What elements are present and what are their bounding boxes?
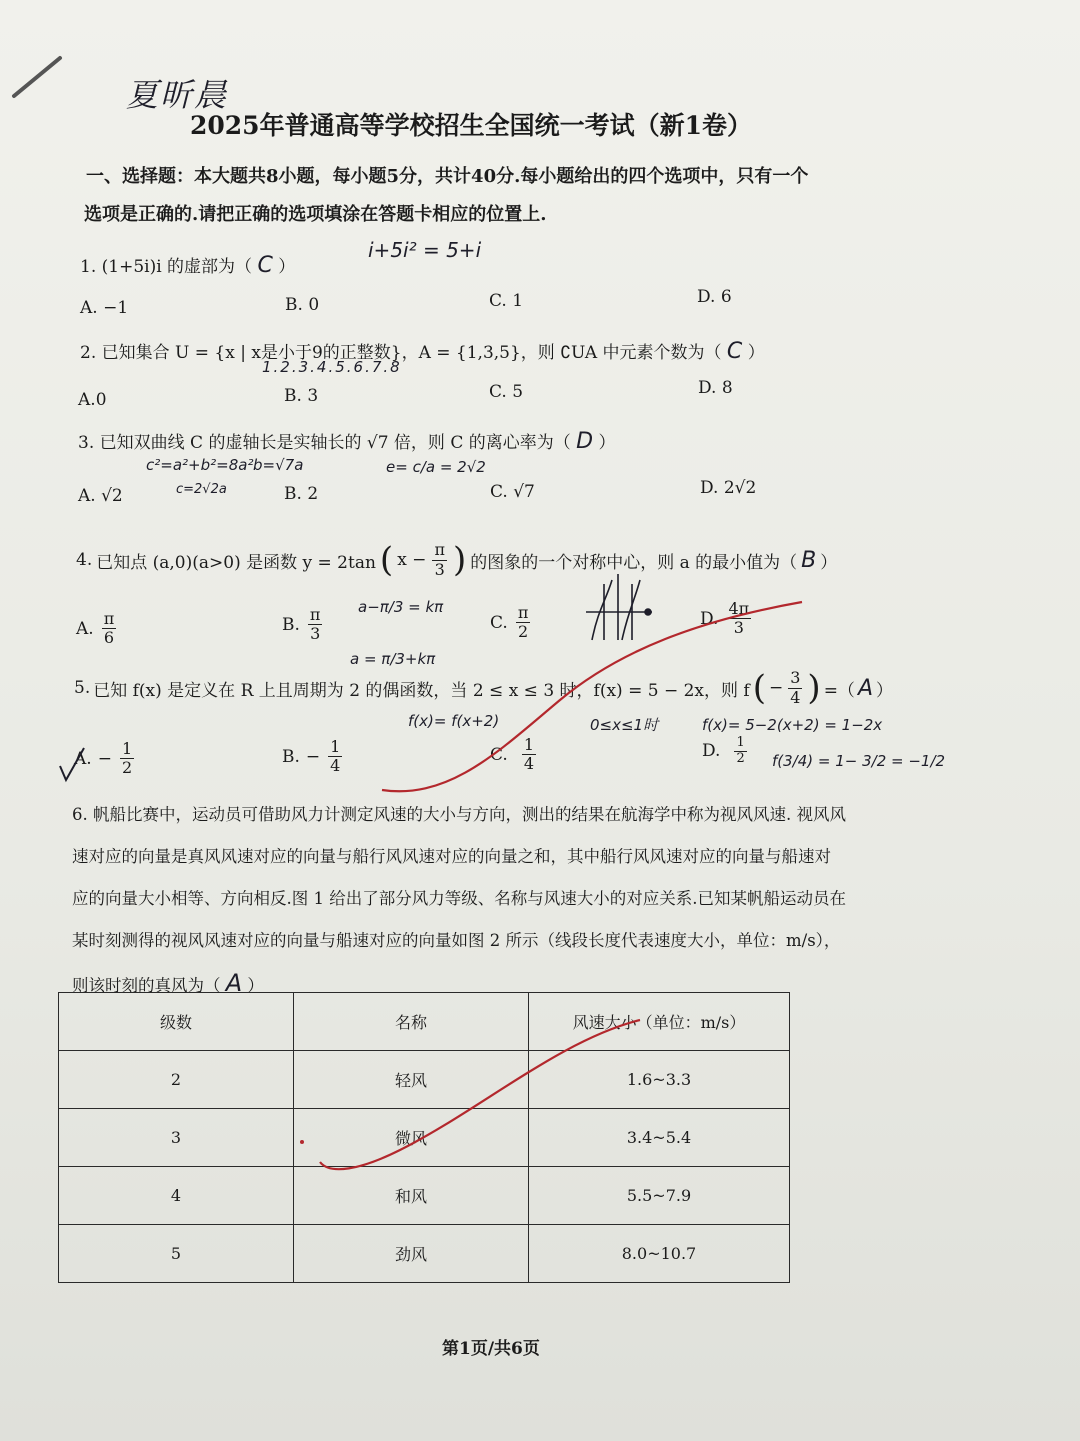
handwritten-work: a−π/3 = kπ [358,598,444,616]
table-cell: 4 [59,1167,294,1225]
question-number: 3. [78,433,95,453]
option-c: C. 5 [489,382,524,402]
paren-left: ( [379,540,394,580]
table-header: 风速大小（单位：m/s） [529,993,790,1051]
option-b: B. 3 [284,386,319,406]
table-cell: 轻风 [294,1051,529,1109]
handwritten-answer: C [726,339,743,364]
pencil-stroke [14,58,60,96]
option-b: B. − $\frac{1}{4}$ [282,737,341,776]
question-6-line: 应的向量大小相等、方向相反.图 1 给出了部分风力等级、名称与风速大小的对应关系.已知某帆船运动员在 [72,889,846,908]
exam-title: 2025年普通高等学校招生全国统一考试（新1卷） [190,111,752,140]
question-number: 2. [80,343,97,363]
option-a: A. √2 [78,486,123,506]
option-c: C. 1 [489,291,524,311]
question-stem: 已知双曲线 C 的虚轴长是实轴长的 √7 倍，则 C 的离心率为（ [99,433,571,453]
question-4: 4. 已知点 (a,0)(a>0) 是函数 y = 2tan ( x − $\frac{\pi}{3}$ ) 的图象的一个对称中心，则 a 的最小值为（ B ） [76,540,838,580]
question-6-line: 速对应的向量是真风风速对应的向量与船行风风速对应的向量之和，其中船行风风速对应的向量与船速对 [72,847,831,866]
question-number: 4. [76,550,93,570]
table-cell: 劲风 [294,1225,529,1283]
table-cell: 5.5~7.9 [529,1167,790,1225]
option-c: C. $\frac{\pi}{2}$ [490,603,529,642]
question-2 [80,338,765,364]
handwritten-work: f(x)= f(x+2) [408,712,500,730]
option-d: D. $\frac{4\pi}{3}$ [700,599,750,638]
question-stem: 已知集合 U = {x | x是小于9的正整数}，A = {1,3,5}，则 ∁UA 中元素个数为（ [101,343,722,363]
handwritten-work: 0≤x≤1时 [590,716,659,734]
question-stem-close: ） [278,257,296,277]
table-header: 级数 [59,993,294,1051]
tan-graph-sketch [586,574,652,640]
handwritten-work: b=√7a [253,456,304,474]
table-cell: 5 [59,1225,294,1283]
handwritten-work: f(3/4) = 1− 3/2 = −1/2 [772,752,946,770]
handwritten-answer: A [857,675,873,701]
fraction: $\frac{\pi}{3}$ [434,540,445,579]
question-5: 5. 已知 f(x) 是定义在 R 上且周期为 2 的偶函数，当 2 ≤ x ≤ 3 时，f(x) = 5 − 2x，则 f ( − $\frac{3}{4}$ ) =（ A ） [74,668,893,708]
option-b: B. 0 [285,295,320,315]
option-d: D. 8 [698,378,733,398]
handwritten-work: e= c/a = 2√2 [386,458,486,476]
handwritten-answer: B [801,547,817,573]
table-row [59,1225,790,1283]
question-3 [78,428,616,454]
question-stem: 已知 f(x) 是定义在 R 上且周期为 2 的偶函数，当 2 ≤ x ≤ 3 时，f(x) = 5 − 2x，则 f [93,680,750,701]
question-6-line: 某时刻测得的视风风速对应的向量与船速对应的向量如图 2 所示（线段长度代表速度大小，单位：m/s）， [72,931,841,950]
table-row [59,1167,790,1225]
wind-scale-table [58,992,790,1283]
question-stem: (1+5i)i 的虚部为（ [101,257,253,277]
handwritten-work: 1.2.3.4.5.6.7.8 [262,358,402,376]
option-a: A. − $\frac{1}{2}$ [74,739,133,778]
question-stem: 的图象的一个对称中心，则 a 的最小值为（ [470,552,798,573]
handwritten-work: i+5i² = 5+i [368,238,482,262]
page-number: 第1页/共6页 [442,1339,540,1359]
math-x: x − [397,550,427,570]
option-d: D. $\frac{1}{2}$ [702,735,745,766]
table-cell: 8.0~10.7 [529,1225,790,1283]
table-cell: 3 [59,1109,294,1167]
option-a: A. $\frac{\pi}{6}$ [76,609,115,648]
question-1 [80,252,295,278]
option-b: B. 2 [284,484,319,504]
handwritten-name: 夏昕晨 [126,76,229,114]
fraction: $\frac{3}{4}$ [790,668,801,707]
handwritten-answer: A [225,969,243,997]
question-stem: 已知点 (a,0)(a>0) 是函数 y = 2tan [96,552,376,573]
table-cell: 2 [59,1051,294,1109]
option-a: A.0 [78,390,107,410]
table-cell: 和风 [294,1167,529,1225]
handwritten-work: c=2√2a [176,482,227,497]
table-header: 名称 [294,993,529,1051]
option-d: D. 6 [697,287,732,307]
option-d: D. 2√2 [700,478,757,498]
table-header-row [59,993,790,1051]
handwritten-work: c²=a²+b²=8a² [146,456,254,474]
option-b: B. $\frac{\pi}{3}$ [282,605,321,644]
question-stem-close: ） [598,433,616,453]
table-row [59,1109,790,1167]
question-6-line: 则该时刻的真风为（ A ） [72,969,264,997]
section-instructions-line1: 一、选择题：本大题共8小题，每小题5分，共计40分.每小题给出的四个选项中，只有一个 [86,166,809,187]
question-6 [72,794,846,1007]
question-number: 1. [80,257,97,277]
option-c: C. $\frac{1}{4}$ [490,735,534,774]
table-row [59,1051,790,1109]
table-cell: 1.6~3.3 [529,1051,790,1109]
handwritten-answer: C [257,253,273,278]
question-stem: =（ [823,680,855,701]
section-instructions-line2: 选项是正确的.请把正确的选项填涂在答题卡相应的位置上. [84,204,547,225]
paren-right: ) [452,540,467,580]
table-cell: 微风 [294,1109,529,1167]
handwritten-work: f(x)= 5−2(x+2) = 1−2x [702,716,883,734]
option-a: A. −1 [80,298,129,318]
handwritten-work: a = π/3+kπ [350,650,436,668]
table-cell: 3.4~5.4 [529,1109,790,1167]
question-stem-close: ） [747,343,765,363]
handwritten-answer: D [576,429,594,454]
option-c: C. √7 [490,482,535,502]
question-number: 5. [74,678,91,698]
question-6-line: 6. 帆船比赛中，运动员可借助风力计测定风速的大小与方向，测出的结果在航海学中称为视风风速. 视风风 [72,805,846,824]
